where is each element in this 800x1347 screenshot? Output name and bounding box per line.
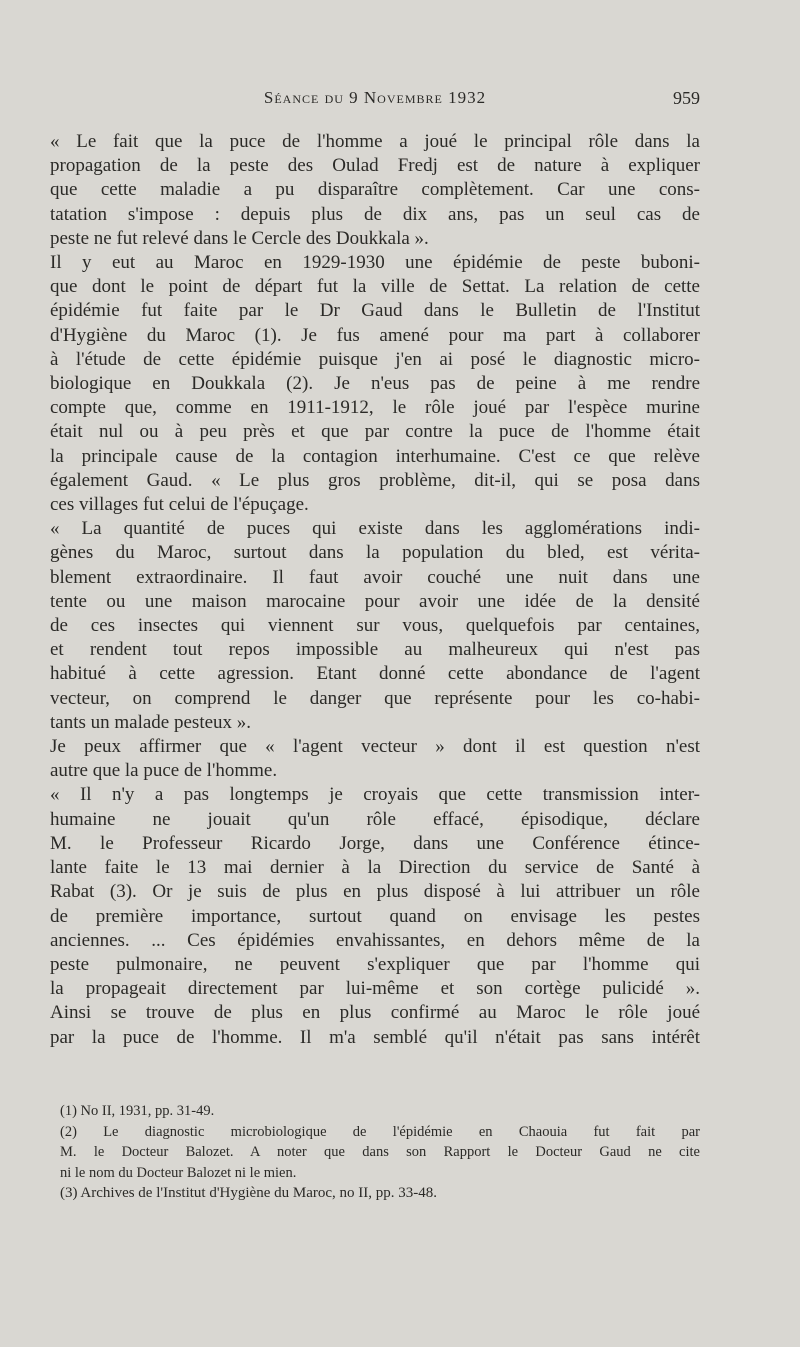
footnote-line: M. le Docteur Balozet. A noter que dans son Rapport le Docteur Gaud ne cite [60, 1144, 700, 1160]
body-line: humaine ne jouait qu'un rôle effacé, épisodique, déclare [50, 808, 700, 830]
body-line: vecteur, on comprend le danger que représente pour les co-habi- [50, 687, 700, 709]
footnotes [60, 1101, 700, 1204]
body-line: tants un malade pesteux ». [50, 711, 252, 733]
body-line: ces villages fut celui de l'épuçage. [50, 494, 309, 516]
body-line: lante faite le 13 mai dernier à la Direction du service de Santé à [50, 857, 700, 879]
body-line: « La quantité de puces qui existe dans les agglomérations indi- [50, 518, 700, 540]
body-line: tente ou une maison marocaine pour avoir une idée de la densité [50, 590, 700, 612]
body-line: « Le fait que la puce de l'homme a joué le principal rôle dans la [50, 131, 700, 152]
footnote-line: (2) Le diagnostic microbiologique de l'épidémie en Chaouia fut fait par [60, 1123, 700, 1140]
body-line: que dont le point de départ fut la ville de Settat. La relation de cette [50, 276, 700, 298]
body-line: et rendent tout repos impossible au malheureux qui n'est pas [50, 639, 700, 661]
body-line: peste ne fut relevé dans le Cercle des Doukkala ». [50, 227, 429, 249]
body-line: de première importance, surtout quand on envisage les pestes [50, 905, 700, 927]
body-line: « Il n'y a pas longtemps je croyais que cette transmission inter- [50, 784, 700, 806]
body-line: compte que, comme en 1911-1912, le rôle joué par l'espèce murine [50, 397, 700, 419]
body-line: par la puce de l'homme. Il m'a semblé qu'il n'était pas sans intérêt [50, 1026, 700, 1048]
footnote-line: (3) Archives de l'Institut d'Hygiène du Maroc, no II, pp. 33-48. [60, 1185, 437, 1201]
body-line: peste pulmonaire, ne peuvent s'expliquer que par l'homme qui [50, 953, 700, 975]
body-line: à l'étude de cette épidémie puisque j'en ai posé le diagnostic micro- [50, 348, 700, 370]
body-line: la propageait directement par lui-même et son cortège pulicidé ». [50, 978, 700, 1000]
body-line: anciennes. ... Ces épidémies envahissantes, en dehors même de la [50, 929, 700, 951]
running-title: Séance du 9 Novembre 1932 [263, 88, 487, 107]
body-line: blement extraordinaire. Il faut avoir couché une nuit dans une [50, 566, 700, 588]
body-line: Rabat (3). Or je suis de plus en plus disposé à lui attribuer un rôle [50, 881, 700, 903]
body-line: épidémie fut faite par le Dr Gaud dans le Bulletin de l'Institut [50, 300, 700, 322]
body-line: Il y eut au Maroc en 1929-1930 une épidémie de peste buboni- [50, 252, 700, 274]
body-line: la principale cause de la contagion interhumaine. C'est ce que relève [50, 445, 700, 467]
body-line: autre que la puce de l'homme. [50, 760, 278, 782]
body-line: biologique en Doukkala (2). Je n'eus pas de peine à me rendre [50, 373, 700, 395]
body-line: que cette maladie a pu disparaître complètement. Car une cons- [50, 179, 700, 201]
body-line: de ces insectes qui viennent sur vous, quelquefois par centaines, [50, 615, 700, 637]
body-text [50, 130, 700, 1050]
body-line: était nul ou à peu près et que par contre la puce de l'homme était [50, 421, 700, 443]
body-line: gènes du Maroc, surtout dans la population du bled, est vérita- [50, 542, 700, 564]
body-line: propagation de la peste des Oulad Fredj est de nature à expliquer [50, 155, 700, 177]
body-line: habitué à cette agression. Etant donné cette abondance de l'agent [50, 663, 700, 685]
body-line: Je peux affirmer que « l'agent vecteur » dont il est question n'est [50, 736, 700, 758]
footnote-line: ni le nom du Docteur Balozet ni le mien. [60, 1164, 297, 1181]
body-line: d'Hygiène du Maroc (1). Je fus amené pour ma part à collaborer [50, 324, 700, 346]
page-header [50, 88, 700, 118]
body-line: Ainsi se trouve de plus en plus confirmé au Maroc le rôle joué [50, 1002, 700, 1024]
body-line: également Gaud. « Le plus gros problème, dit-il, qui se posa dans [50, 469, 700, 491]
body-line: M. le Professeur Ricardo Jorge, dans une Conférence étince- [50, 832, 700, 854]
footnote-line: (1) No II, 1931, pp. 31-49. [60, 1103, 215, 1119]
page-number: 959 [673, 88, 700, 108]
body-line: tatation s'impose : depuis plus de dix ans, pas un seul cas de [50, 203, 700, 225]
